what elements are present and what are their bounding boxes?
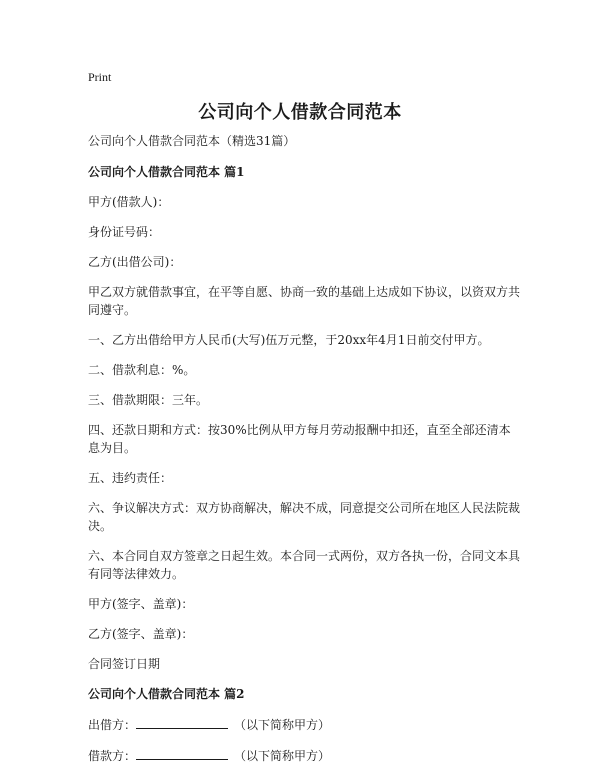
party-a-signature: 甲方(签字、盖章)： bbox=[88, 597, 194, 611]
signing-date: 合同签订日期 bbox=[88, 657, 161, 671]
clause-3: 三、借款期限：三年。 bbox=[88, 393, 209, 407]
document-body bbox=[88, 132, 520, 777]
clause-7: 六、本合同自双方签章之日起生效。本合同一式两份，双方各执一份，合同文本具有同等法律效力。 bbox=[88, 549, 521, 581]
clause-6: 六、争议解决方式：双方协商解决，解决不成，同意提交公司所在地区人民法院裁决。 bbox=[88, 501, 521, 533]
document-title: 公司向个人借款合同范本 bbox=[198, 102, 402, 123]
clause-1: 一、乙方出借给甲方人民币(大写)伍万元整，于20xx年4月1日前交付甲方。 bbox=[88, 333, 490, 347]
borrower-label: 借款方： bbox=[88, 749, 137, 763]
party-b-signature: 乙方(签字、盖章)： bbox=[88, 627, 194, 641]
borrower-blank-line bbox=[136, 746, 228, 760]
party-a-field: 甲方(借款人)： bbox=[88, 195, 170, 209]
clause-5: 五、违约责任： bbox=[88, 471, 173, 485]
borrower-row bbox=[88, 746, 520, 765]
lender-blank-line bbox=[136, 715, 228, 729]
clause-2: 二、借款利息：%。 bbox=[88, 363, 196, 377]
borrower-note: （以下简称甲方） bbox=[234, 749, 331, 763]
lender-note: （以下简称甲方） bbox=[234, 718, 331, 732]
print-label: Print bbox=[88, 70, 112, 84]
document-subtitle: 公司向个人借款合同范本（精选31篇） bbox=[88, 134, 296, 148]
agreement-intro: 甲乙双方就借款事宜，在平等自愿、协商一致的基础上达成如下协议，以资双方共同遵守。 bbox=[88, 285, 521, 317]
id-number-field: 身份证号码： bbox=[88, 225, 161, 239]
section-heading-1: 公司向个人借款合同范本 篇1 bbox=[88, 165, 245, 179]
clause-4: 四、还款日期和方式：按30%比例从甲方每月劳动报酬中扣还，直至全部还清本息为目。 bbox=[88, 423, 511, 455]
lender-label: 出借方： bbox=[88, 718, 137, 732]
lender-row bbox=[88, 715, 520, 734]
party-b-field: 乙方(出借公司)： bbox=[88, 255, 182, 269]
section-heading-2: 公司向个人借款合同范本 篇2 bbox=[88, 687, 245, 701]
